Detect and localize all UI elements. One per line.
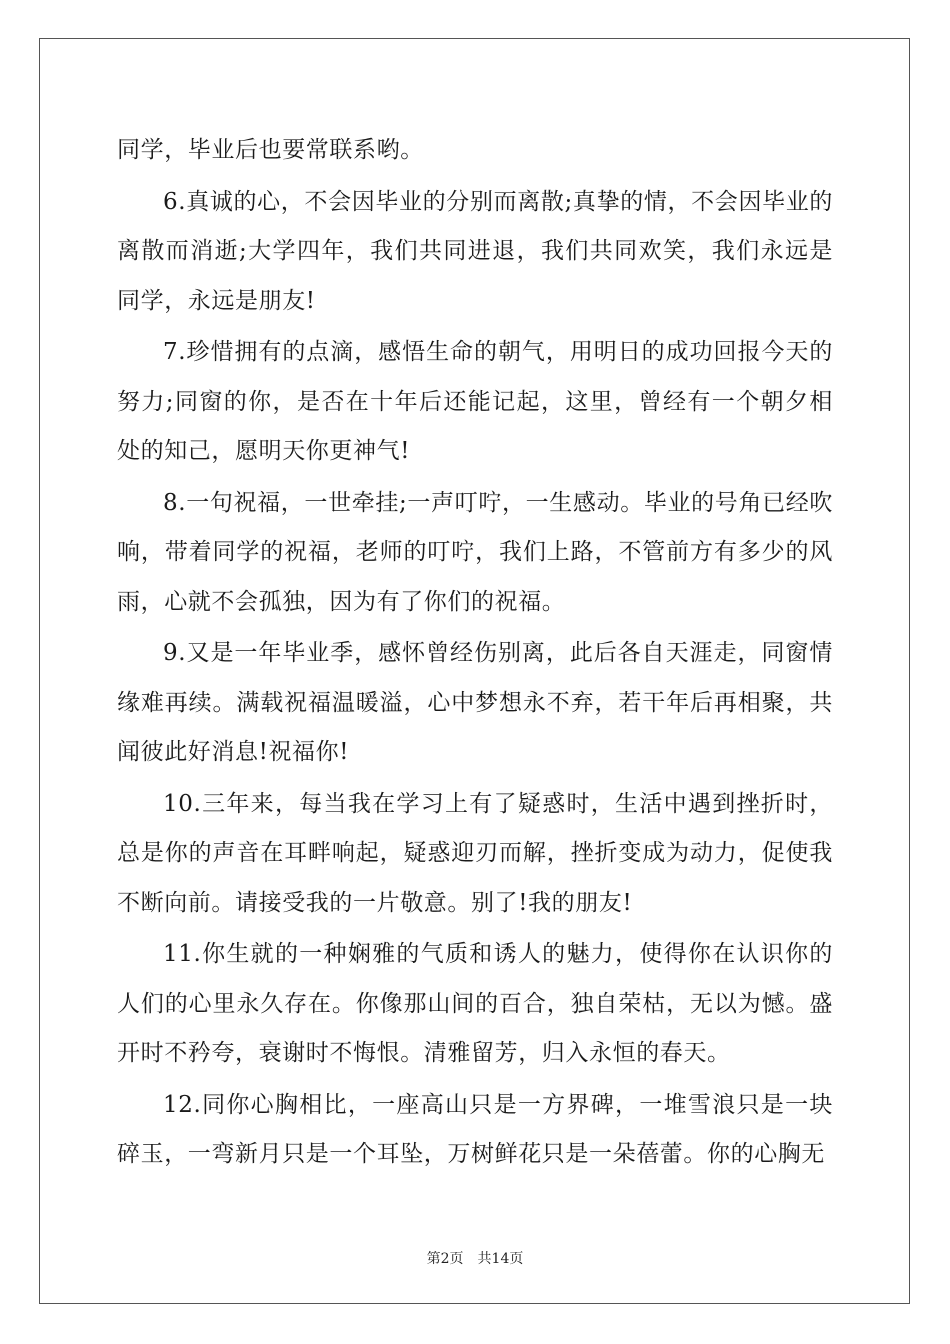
document-body <box>117 126 833 1180</box>
paragraph-10: 10.三年来，每当我在学习上有了疑惑时，生活中遇到挫折时，总是你的声音在耳畔响起，疑惑迎刃而解，挫折变成为动力，促使我不断向前。请接受我的一片敬意。别了!我的朋友! <box>117 790 833 916</box>
paragraph-12: 12.同你心胸相比，一座高山只是一方界碑，一堆雪浪只是一块碎玉，一弯新月只是一个耳坠，万树鲜花只是一朵蓓蕾。你的心胸无 <box>117 1091 833 1167</box>
page-number: 第2页 <box>426 1251 464 1267</box>
paragraph-8: 8.一句祝福，一世牵挂;一声叮咛，一生感动。毕业的号角已经吹响，带着同学的祝福，老师的叮咛，我们上路，不管前方有多少的风雨，心就不会孤独，因为有了你们的祝福。 <box>117 489 833 615</box>
paragraph-11: 11.你生就的一种娴雅的气质和诱人的魅力，使得你在认识你的人们的心里永久存在。你像那山间的百合，独自荣枯，无以为憾。盛开时不矜夸，衰谢时不悔恨。清雅留芳，归入永恒的春天。 <box>117 941 833 1066</box>
paragraph-6: 6.真诚的心，不会因毕业的分别而离散;真挚的情，不会因毕业的离散而消逝;大学四年，我们共同进退，我们共同欢笑，我们永远是同学，永远是朋友! <box>117 188 833 314</box>
paragraph-continuation: 同学，毕业后也要常联系哟。 <box>117 137 424 163</box>
page-footer <box>0 1248 950 1268</box>
paragraph-9: 9.又是一年毕业季，感怀曾经伤别离，此后各自天涯走，同窗情缘难再续。满载祝福温暖溢，心中梦想永不弃，若干年后再相聚，共闻彼此好消息!祝福你! <box>117 640 833 765</box>
paragraph-7: 7.珍惜拥有的点滴，感悟生命的朝气，用明日的成功回报今天的努力;同窗的你，是否在十年后还能记起，这里，曾经有一个朝夕相处的知己，愿明天你更神气! <box>117 339 833 464</box>
page-total: 共14页 <box>477 1251 524 1267</box>
